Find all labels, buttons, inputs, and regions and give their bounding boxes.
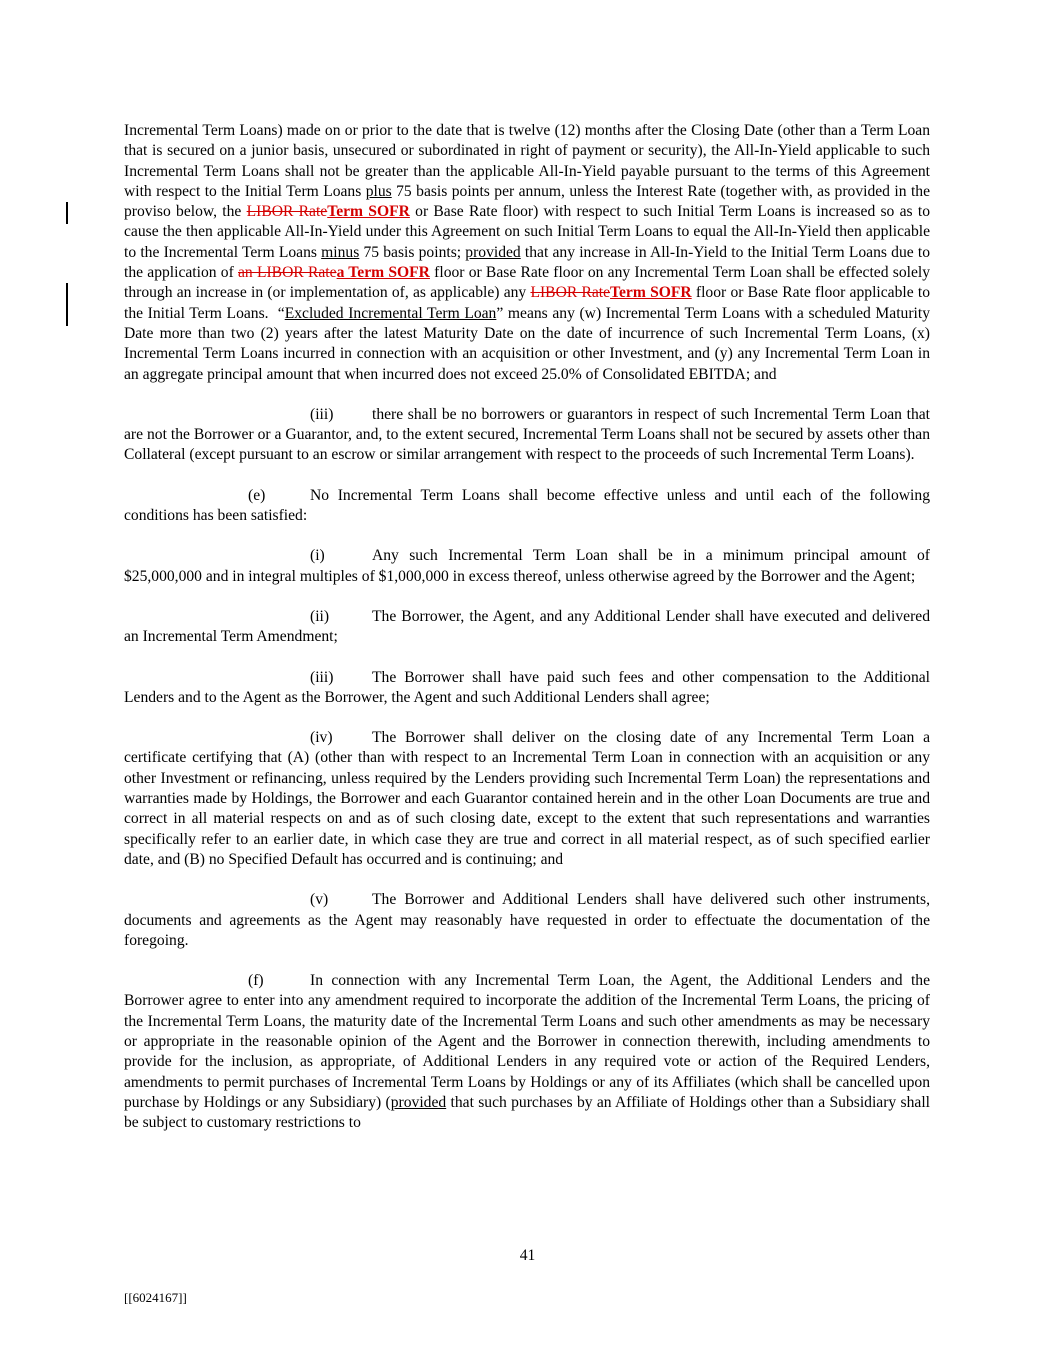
segment-inserted: Term SOFR <box>610 284 692 302</box>
segment-deleted: an LIBOR Rate <box>238 264 337 282</box>
segment-text: that such purchases by an Affiliate of Holdings other than a Subsidiary shall be subject to customary restrictions to <box>124 1093 930 1132</box>
paragraph <box>124 405 930 466</box>
segment-text: The Borrower, the Agent, and any Additional Lender shall have executed and delivered an Incremental Term Amendment; <box>124 607 930 646</box>
list-marker: (iii) <box>310 405 334 423</box>
segment-underline: provided <box>390 1093 447 1111</box>
segment-underline: Excluded Incremental Term Loan <box>284 304 497 322</box>
segment-text: No Incremental Term Loans shall become effective unless and until each of the following conditions has been satisfied: <box>124 486 930 525</box>
list-marker: (iii) <box>310 668 334 686</box>
paragraph <box>124 546 930 587</box>
segment-text: floor or Base Rate floor applicable to the Initial Term Loans. “ <box>124 284 930 322</box>
segment-text: ” means any (w) Incremental Term Loans with a scheduled Maturity Date more than two (2) years after the latest Maturity Date on the date of incurrence of such Incremental Term Loans, (x) Incremental Term Loans incurred in connection with an acquisition or other Investment, and (y) any Incremental Term Loan in an aggregate principal amount that when incurred does not exceed 25.0% of Consolidated EBITDA; and <box>124 304 930 383</box>
list-marker: (iv) <box>310 729 333 747</box>
segment-text: Incremental Term Loans) made on or prior to the date that is twelve (12) months after the Closing Date (other than a Term Loan that is secured on a junior basis, unsecured or subordinated in right of payment or security), the All-In-Yield applicable to such Incremental Term Loans shall not be greater than the applicable All-In-Yield payable pursuant to the terms of this Agreement with respect to the Initial Term Loans <box>124 122 930 200</box>
segment-text: Any such Incremental Term Loan shall be in a minimum principal amount of $25,000,000 and in integral multiples of $1,000,000 in excess thereof, unless otherwise agreed by the Borrower and the Agent; <box>124 547 930 585</box>
document-id-stamp: [[6024167]] <box>124 1290 187 1305</box>
segment-text: In connection with any Incremental Term Loan, the Agent, the Additional Lenders and the Borrower agree to enter into any amendment required to incorporate the addition of the Incremental Term Loans, the pricing of the Incremental Term Loans, the maturity date of the Incremental Term Loans and such other amendments as may be necessary or appropriate in the reasonable opinion of the Agent and the Borrower in connection therewith, including amendments to provide for the inclusion, as appropriate, of Additional Lenders in any required vote or action of the Required Lenders, amendments to permit purchases of Incremental Term Loans by Holdings or any of its Affiliates (which shall be cancelled upon purchase by Holdings or any Subsidiary) ( <box>124 972 930 1111</box>
list-marker: (i) <box>310 547 325 565</box>
segment-text: there shall be no borrowers or guarantors in respect of such Incremental Term Loan that are not the Borrower or a Guarantor, and, to the extent secured, Incremental Term Loans shall not be secured by assets other than Collateral (except pursuant to an escrow or similar arrangement with respect to the proceeds of such Incremental Term Loans). <box>124 405 930 464</box>
document-body <box>124 121 930 1153</box>
list-marker: (v) <box>310 891 329 909</box>
list-marker: (f) <box>248 972 264 990</box>
page-number: 41 <box>519 1247 536 1264</box>
change-bar <box>66 202 68 224</box>
segment-text: or Base Rate floor) with respect to such Initial Term Loans is increased so as to cause the then applicable All-In-Yield under this Agreement on such Initial Term Loans to equal the All-In-Yield then applicable to the Incremental Term Loans <box>124 203 930 261</box>
segment-inserted: a Term SOFR <box>336 264 430 282</box>
segment-deleted: LIBOR Rate <box>246 203 328 221</box>
segment-text: The Borrower and Additional Lenders shall have delivered such other instruments, documents and agreements as the Agent may reasonably have requested in order to effectuate the documentation of the foregoing. <box>124 891 930 949</box>
segment-text: 75 basis points per annum, unless the Interest Rate (together with, as provided in the proviso below, the <box>124 182 930 221</box>
segment-underline: minus <box>321 243 360 261</box>
list-marker: (e) <box>248 486 266 504</box>
segment-underline: provided <box>465 243 521 261</box>
paragraph <box>124 607 930 648</box>
segment-inserted: Term SOFR <box>327 203 410 221</box>
segment-underline: plus <box>365 182 392 200</box>
list-marker: (ii) <box>310 607 330 625</box>
segment-text: 75 basis points; <box>359 243 466 261</box>
segment-text: The Borrower shall deliver on the closing date of any Incremental Term Loan a certificate certifying that (A) (other than with respect to an Incremental Term Loan in connection with an acquisition or any other Investment or refinancing, unless required by the Lenders providing such Incremental Term Loan) the representations and warranties made by Holdings, the Borrower and each Guarantor contained herein and in the other Loan Documents are true and correct in all material respects on and as of such closing date, except to the extent that such representations and warranties specifically refer to an earlier date, in which case they are true and correct in all material respect, as of such specified earlier date, and (B) no Specified Default has occurred and is continuing; and <box>124 729 930 868</box>
segment-text: that any increase in All-In-Yield to the Initial Term Loans due to the application of <box>124 243 930 282</box>
change-bar <box>66 283 68 326</box>
paragraph <box>124 971 930 1133</box>
paragraph <box>124 728 930 870</box>
paragraph <box>124 121 930 385</box>
segment-deleted: LIBOR Rate <box>530 284 611 302</box>
paragraph <box>124 486 930 527</box>
paragraph <box>124 890 930 951</box>
paragraph <box>124 668 930 709</box>
segment-text: The Borrower shall have paid such fees and other compensation to the Additional Lenders and to the Agent as the Borrower, the Agent and such Additional Lenders shall agree; <box>124 668 930 706</box>
segment-text: floor or Base Rate floor on any Incremental Term Loan shall be effected solely through an increase in (or implementation of, as applicable) any <box>124 264 931 302</box>
